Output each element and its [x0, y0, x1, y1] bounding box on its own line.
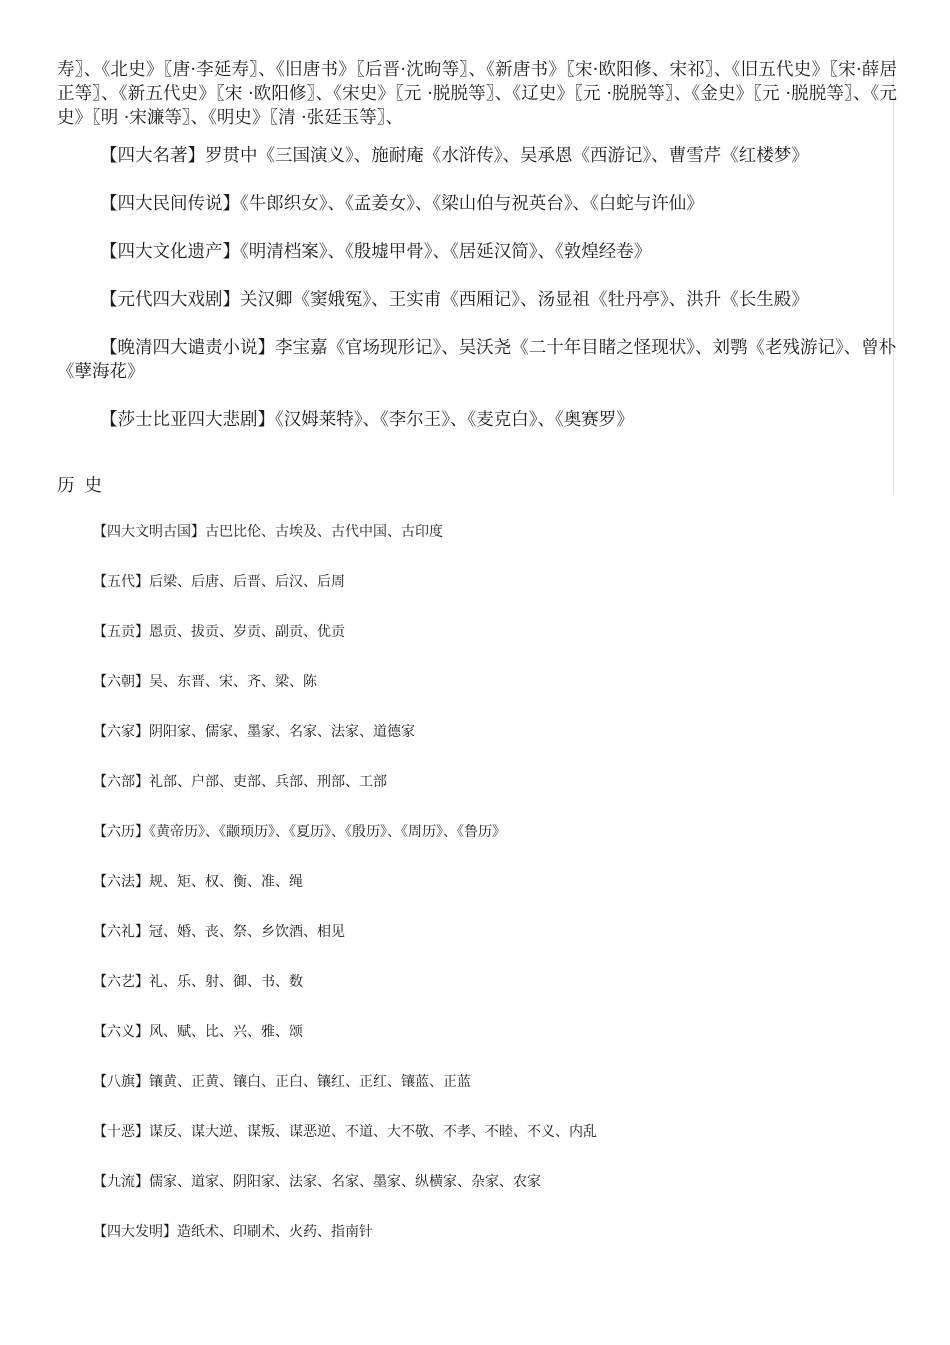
lit-item-heading: 【四大文化遗产】 — [100, 242, 240, 262]
lit-item-heading: 【四大名著】 — [100, 146, 205, 166]
history-text: 镶黄、正黄、镶白、正白、镶红、正红、镶蓝、正蓝 — [149, 1074, 471, 1090]
history-heading: 【六法】 — [93, 874, 149, 890]
history-heading: 【十恶】 — [93, 1124, 149, 1140]
history-heading: 【六历】 — [93, 824, 149, 840]
history-heading: 【六家】 — [93, 724, 149, 740]
lit-item-heading: 【莎士比亚四大悲剧】 — [100, 410, 275, 430]
history-text: 风、赋、比、兴、雅、颂 — [149, 1024, 303, 1040]
lit-item-folk-legends — [57, 192, 897, 216]
history-row — [93, 772, 893, 822]
history-text: 古巴比伦、古埃及、古代中国、古印度 — [205, 524, 443, 540]
history-row — [93, 522, 893, 572]
history-text: 后梁、后唐、后晋、后汉、后周 — [149, 574, 345, 590]
history-row — [93, 672, 893, 722]
lit-item-text: 罗贯中《三国演义》、施耐庵《水浒传》、吴承恩《西游记》、曹雪芹《红楼梦》 — [205, 146, 809, 166]
lit-item-heading: 【四大民间传说】 — [100, 194, 240, 214]
history-heading: 【五贡】 — [93, 624, 149, 640]
history-text: 恩贡、拔贡、岁贡、副贡、优贡 — [149, 624, 345, 640]
history-text: 《黄帝历》、《颛顼历》、《夏历》、《殷历》、《周历》、《鲁历》 — [149, 824, 506, 840]
history-heading: 【六部】 — [93, 774, 149, 790]
lit-item-yuan-dramas — [57, 288, 897, 312]
history-row — [93, 972, 893, 1022]
history-text: 冠、婚、丧、祭、乡饮酒、相见 — [149, 924, 345, 940]
history-heading: 【六艺】 — [93, 974, 149, 990]
history-heading: 【六朝】 — [93, 674, 149, 690]
history-row — [93, 1072, 893, 1122]
history-heading: 【九流】 — [93, 1174, 149, 1190]
history-heading: 【六礼】 — [93, 924, 149, 940]
lit-item-text: 李宝嘉《官场现形记》、吴沃尧《二十年目睹之怪现状》、刘鹗《老残游记》、曾朴《孽海花》 — [57, 338, 897, 382]
lit-item-text: 《汉姆莱特》、《李尔王》、《麦克白》、《奥赛罗》 — [275, 410, 634, 430]
history-row — [93, 722, 893, 772]
history-text: 儒家、道家、阴阳家、法家、名家、墨家、纵横家、杂家、农家 — [149, 1174, 541, 1190]
lit-item-text: 《明清档案》、《殷墟甲骨》、《居延汉简》、《敦煌经卷》 — [240, 242, 652, 262]
history-row — [93, 572, 893, 622]
history-row — [93, 922, 893, 972]
history-row — [93, 872, 893, 922]
lit-item-shakespeare-tragedies — [57, 408, 897, 432]
history-text: 规、矩、权、衡、准、绳 — [149, 874, 303, 890]
lit-item-heading: 【晚清四大谴责小说】 — [100, 338, 275, 358]
lit-item-text: 关汉卿《窦娥冤》、王实甫《西厢记》、汤显祖《牡丹亭》、洪升《长生殿》 — [240, 290, 809, 310]
history-heading: 【五代】 — [93, 574, 149, 590]
lit-item-cultural-heritage — [57, 240, 897, 264]
lit-item-late-qing-novels — [57, 336, 897, 384]
lit-item-four-classics — [57, 144, 897, 168]
history-text: 吴、东晋、宋、齐、梁、陈 — [149, 674, 317, 690]
history-list — [93, 522, 893, 1272]
history-books-continuation: 寿〗、《北史》〖唐·李延寿〗、《旧唐书》〖后晋·沈昫等〗、《新唐书》〖宋·欧阳修、宋祁〗、《旧五代史》〖宋·薛居正等〗、《新五代史》〖宋 ·欧阳修〗、《宋史》〖元 ·脱脱等〗、《辽史》〖元 ·脱脱等〗、《金史》〖元 ·脱脱等〗、《元史》〖明 ·宋濂等〗、《明史》〖清 ·张廷玉等〗、 — [57, 60, 897, 128]
history-text: 造纸术、印刷术、火药、指南针 — [177, 1224, 373, 1240]
section-title-history: 历史 — [57, 476, 112, 496]
history-heading: 【四大文明古国】 — [93, 524, 205, 540]
history-row — [93, 622, 893, 672]
history-text: 阴阳家、儒家、墨家、名家、法家、道德家 — [149, 724, 415, 740]
history-row — [93, 822, 893, 872]
history-row — [93, 1022, 893, 1072]
history-heading: 【六义】 — [93, 1024, 149, 1040]
history-row — [93, 1222, 893, 1272]
history-text: 礼部、户部、吏部、兵部、刑部、工部 — [149, 774, 387, 790]
lit-item-heading: 【元代四大戏剧】 — [100, 290, 240, 310]
lit-item-text: 《牛郎织女》、《孟姜女》、《梁山伯与祝英台》、《白蛇与许仙》 — [240, 194, 704, 214]
history-text: 谋反、谋大逆、谋叛、谋恶逆、不道、大不敬、不孝、不睦、不义、内乱 — [149, 1124, 597, 1140]
history-row — [93, 1122, 893, 1172]
history-text: 礼、乐、射、御、书、数 — [149, 974, 303, 990]
history-heading: 【四大发明】 — [93, 1224, 177, 1240]
history-row — [93, 1172, 893, 1222]
history-heading: 【八旗】 — [93, 1074, 149, 1090]
literature-section — [57, 58, 897, 456]
